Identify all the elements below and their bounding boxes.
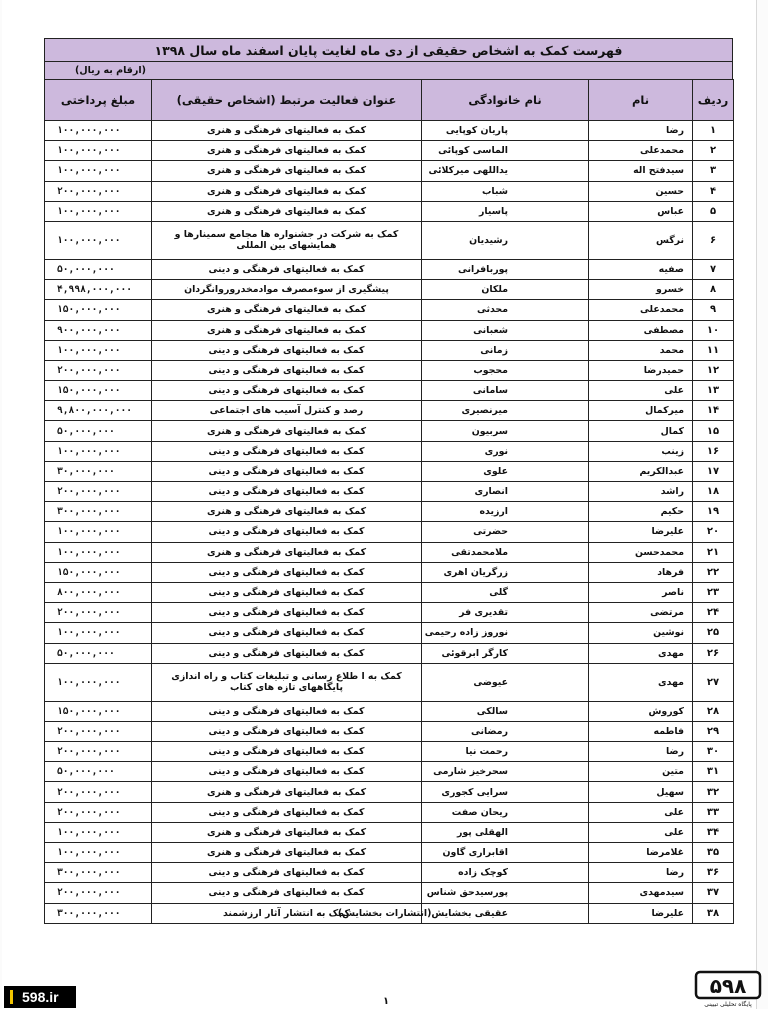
family-cell: محدثی — [422, 300, 589, 320]
table-row — [45, 822, 734, 842]
row-number-cell: ۱۰ — [693, 320, 734, 340]
row-number-cell: ۲۳ — [693, 582, 734, 602]
table-row — [45, 482, 734, 502]
amount-cell: ۲۰۰,۰۰۰,۰۰۰ — [45, 742, 152, 762]
amount-cell: ۱۰۰,۰۰۰,۰۰۰ — [45, 141, 152, 161]
family-cell: اقابراری گاون — [422, 843, 589, 863]
family-cell: عیوضی — [422, 663, 589, 701]
amount-cell: ۱۰۰,۰۰۰,۰۰۰ — [45, 542, 152, 562]
family-cell: زرگریان اهری — [422, 562, 589, 582]
row-number-cell: ۲۲ — [693, 562, 734, 582]
activity-title-cell: رصد و کنترل آسیب های اجتماعی — [152, 401, 422, 421]
name-cell: علیرضا — [589, 903, 693, 923]
site-logo — [694, 970, 762, 1008]
name-cell: مرتضی — [589, 603, 693, 623]
amount-cell: ۲۰۰,۰۰۰,۰۰۰ — [45, 360, 152, 380]
name-cell: رضا — [589, 121, 693, 141]
table-row — [45, 181, 734, 201]
table-row — [45, 802, 734, 822]
table-row — [45, 280, 734, 300]
logo-text: ۵۹۸ — [709, 974, 747, 998]
table-row — [45, 421, 734, 441]
row-number-cell: ۱۹ — [693, 502, 734, 522]
payments-table — [44, 79, 734, 924]
row-number-cell: ۱۱ — [693, 340, 734, 360]
activity-title-cell: کمک به فعالیتهای فرهنگی و دینی — [152, 259, 422, 279]
table-row — [45, 221, 734, 259]
activity-title-cell: کمک به فعالیتهای فرهنگی و دینی — [152, 863, 422, 883]
unit-note-bar — [44, 62, 733, 79]
amount-cell: ۵۰,۰۰۰,۰۰۰ — [45, 421, 152, 441]
row-number-cell: ۳۵ — [693, 843, 734, 863]
amount-cell: ۸۰۰,۰۰۰,۰۰۰ — [45, 582, 152, 602]
row-number-cell: ۱ — [693, 121, 734, 141]
activity-title-cell: کمک به فعالیتهای فرهنگی و دینی — [152, 482, 422, 502]
name-cell: خسرو — [589, 280, 693, 300]
site-url: 598.ir — [22, 989, 59, 1005]
table-row — [45, 582, 734, 602]
table-row — [45, 863, 734, 883]
activity-title-cell: کمک به فعالیتهای فرهنگی و دینی — [152, 701, 422, 721]
name-cell: علیرضا — [589, 522, 693, 542]
amount-cell: ۳۰۰,۰۰۰,۰۰۰ — [45, 502, 152, 522]
activity-title-cell: کمک به فعالیتهای فرهنگی و دینی — [152, 381, 422, 401]
activity-title-cell: کمک به فعالیتهای فرهنگی و دینی — [152, 623, 422, 643]
family-cell: ریحان صفت — [422, 802, 589, 822]
family-cell: نوروز زاده رحیمی — [422, 623, 589, 643]
table-row — [45, 623, 734, 643]
row-number-cell: ۲۵ — [693, 623, 734, 643]
name-cell: مهدی — [589, 643, 693, 663]
unit-note: (ارقام به ریال) — [75, 65, 146, 76]
amount-cell: ۵۰,۰۰۰,۰۰۰ — [45, 762, 152, 782]
family-cell: سالکی — [422, 701, 589, 721]
name-cell: سیدمهدی — [589, 883, 693, 903]
name-cell: علی — [589, 802, 693, 822]
family-cell: میرنصیری — [422, 401, 589, 421]
family-cell: تقدیری فر — [422, 603, 589, 623]
family-cell: سحرخیز شارمی — [422, 762, 589, 782]
activity-title-cell: پیشگیری از سوءمصرف موادمخدروروانگردان — [152, 280, 422, 300]
amount-cell: ۵۰,۰۰۰,۰۰۰ — [45, 259, 152, 279]
header-title: عنوان فعالیت مرتبط (اشخاص حقیقی) — [152, 80, 422, 121]
row-number-cell: ۱۳ — [693, 381, 734, 401]
header-family: نام خانوادگی — [422, 80, 589, 121]
table-row — [45, 522, 734, 542]
row-number-cell: ۱۵ — [693, 421, 734, 441]
row-number-cell: ۱۷ — [693, 461, 734, 481]
amount-cell: ۱۰۰,۰۰۰,۰۰۰ — [45, 843, 152, 863]
activity-title-cell: کمک به فعالیتهای فرهنگی و هنری — [152, 201, 422, 221]
amount-cell: ۲۰۰,۰۰۰,۰۰۰ — [45, 721, 152, 741]
table-header-row — [45, 80, 734, 121]
activity-title-cell: کمک به فعالیتهای فرهنگی و هنری — [152, 181, 422, 201]
name-cell: سهیل — [589, 782, 693, 802]
row-number-cell: ۶ — [693, 221, 734, 259]
amount-cell: ۱۵۰,۰۰۰,۰۰۰ — [45, 562, 152, 582]
amount-cell: ۱۰۰,۰۰۰,۰۰۰ — [45, 623, 152, 643]
table-row — [45, 320, 734, 340]
name-cell: نرگس — [589, 221, 693, 259]
table-row — [45, 603, 734, 623]
family-cell: الهقلی پور — [422, 822, 589, 842]
name-cell: راشد — [589, 482, 693, 502]
row-number-cell: ۲۷ — [693, 663, 734, 701]
row-number-cell: ۲۸ — [693, 701, 734, 721]
row-number-cell: ۳۰ — [693, 742, 734, 762]
activity-title-cell: کمک به فعالیتهای فرهنگی و دینی — [152, 721, 422, 741]
amount-cell: ۱۰۰,۰۰۰,۰۰۰ — [45, 522, 152, 542]
family-cell: رحمت نیا — [422, 742, 589, 762]
table-row — [45, 201, 734, 221]
amount-cell: ۳۰۰,۰۰۰,۰۰۰ — [45, 903, 152, 923]
family-cell: سامانی — [422, 381, 589, 401]
amount-cell: ۹,۸۰۰,۰۰۰,۰۰۰ — [45, 401, 152, 421]
name-cell: رضا — [589, 742, 693, 762]
family-cell: رشیدیان — [422, 221, 589, 259]
activity-title-cell: کمک به فعالیتهای فرهنگی و دینی — [152, 461, 422, 481]
activity-title-cell: کمک به فعالیتهای فرهنگی و هنری — [152, 300, 422, 320]
table-row — [45, 782, 734, 802]
amount-cell: ۱۰۰,۰۰۰,۰۰۰ — [45, 340, 152, 360]
name-cell: مصطفی — [589, 320, 693, 340]
amount-cell: ۵۰,۰۰۰,۰۰۰ — [45, 643, 152, 663]
activity-title-cell: کمک به ا طلاع رسانی و تبلیغات کتاب و راه اندازی پایگاههای تازه های کتاب — [152, 663, 422, 701]
name-cell: نوشین — [589, 623, 693, 643]
family-cell: سربیون — [422, 421, 589, 441]
family-cell: پوربافرانی — [422, 259, 589, 279]
row-number-cell: ۷ — [693, 259, 734, 279]
row-number-cell: ۱۴ — [693, 401, 734, 421]
family-cell: یداللهی میرکلائی — [422, 161, 589, 181]
activity-title-cell: کمک به فعالیتهای فرهنگی و هنری — [152, 843, 422, 863]
family-cell: عقیقی بخشایش(انتشارات بخشایش) — [422, 903, 589, 923]
table-row — [45, 141, 734, 161]
activity-title-cell: کمک به فعالیتهای فرهنگی و هنری — [152, 320, 422, 340]
table-row — [45, 903, 734, 923]
activity-title-cell: کمک به فعالیتهای فرهنگی و دینی — [152, 883, 422, 903]
amount-cell: ۱۰۰,۰۰۰,۰۰۰ — [45, 441, 152, 461]
row-number-cell: ۵ — [693, 201, 734, 221]
activity-title-cell: کمک به فعالیتهای فرهنگی و دینی — [152, 522, 422, 542]
row-number-cell: ۳۱ — [693, 762, 734, 782]
activity-title-cell: کمک به فعالیتهای فرهنگی و هنری — [152, 502, 422, 522]
family-cell: الماسی کوپائی — [422, 141, 589, 161]
family-cell: رمضانی — [422, 721, 589, 741]
table-row — [45, 161, 734, 181]
name-cell: عبدالکریم — [589, 461, 693, 481]
amount-cell: ۳۰,۰۰۰,۰۰۰ — [45, 461, 152, 481]
amount-cell: ۹۰۰,۰۰۰,۰۰۰ — [45, 320, 152, 340]
activity-title-cell: کمک به فعالیتهای فرهنگی و هنری — [152, 822, 422, 842]
table-row — [45, 381, 734, 401]
amount-cell: ۱۰۰,۰۰۰,۰۰۰ — [45, 201, 152, 221]
amount-cell: ۱۵۰,۰۰۰,۰۰۰ — [45, 701, 152, 721]
name-cell: ناصر — [589, 582, 693, 602]
table-row — [45, 843, 734, 863]
activity-title-cell: کمک به انتشار آثار ارزشمند — [152, 903, 422, 923]
row-number-cell: ۲۹ — [693, 721, 734, 741]
name-cell: متین — [589, 762, 693, 782]
amount-cell: ۳۰۰,۰۰۰,۰۰۰ — [45, 863, 152, 883]
amount-cell: ۲۰۰,۰۰۰,۰۰۰ — [45, 181, 152, 201]
table-row — [45, 502, 734, 522]
row-number-cell: ۳۸ — [693, 903, 734, 923]
family-cell: ارزیده — [422, 502, 589, 522]
page-number: ۱ — [383, 996, 390, 1007]
name-cell: کمال — [589, 421, 693, 441]
table-row — [45, 360, 734, 380]
family-cell: کارگر ابرقوئی — [422, 643, 589, 663]
name-cell: مهدی — [589, 663, 693, 701]
name-cell: علی — [589, 381, 693, 401]
activity-title-cell: کمک به فعالیتهای فرهنگی و دینی — [152, 441, 422, 461]
table-row — [45, 762, 734, 782]
amount-cell: ۱۰۰,۰۰۰,۰۰۰ — [45, 121, 152, 141]
amount-cell: ۲۰۰,۰۰۰,۰۰۰ — [45, 782, 152, 802]
family-cell: پاسیار — [422, 201, 589, 221]
row-number-cell: ۲ — [693, 141, 734, 161]
family-cell: محجوب — [422, 360, 589, 380]
activity-title-cell: کمک به فعالیتهای فرهنگی و دینی — [152, 360, 422, 380]
table-row — [45, 259, 734, 279]
row-number-cell: ۳۳ — [693, 802, 734, 822]
row-number-cell: ۱۶ — [693, 441, 734, 461]
row-number-cell: ۲۰ — [693, 522, 734, 542]
name-cell: رضا — [589, 863, 693, 883]
amount-cell: ۲۰۰,۰۰۰,۰۰۰ — [45, 603, 152, 623]
row-number-cell: ۳۶ — [693, 863, 734, 883]
table-row — [45, 721, 734, 741]
family-cell: شعبانی — [422, 320, 589, 340]
name-cell: زینب — [589, 441, 693, 461]
site-watermark-badge — [4, 986, 76, 1008]
amount-cell: ۲۰۰,۰۰۰,۰۰۰ — [45, 883, 152, 903]
document-title: فهرست کمک به اشخاص حقیقی از دی ماه لغایت پایان اسفند ماه سال ۱۳۹۸ — [44, 38, 733, 62]
table-row — [45, 742, 734, 762]
row-number-cell: ۸ — [693, 280, 734, 300]
family-cell: پاریان کوپایی — [422, 121, 589, 141]
name-cell: عباس — [589, 201, 693, 221]
table-row — [45, 300, 734, 320]
table-row — [45, 663, 734, 701]
family-cell: سرایی کجوری — [422, 782, 589, 802]
activity-title-cell: کمک به فعالیتهای فرهنگی و دینی — [152, 562, 422, 582]
table-row — [45, 121, 734, 141]
table-row — [45, 542, 734, 562]
table-row — [45, 562, 734, 582]
table-row — [45, 401, 734, 421]
family-cell: پورسیدحق شناس — [422, 883, 589, 903]
name-cell: غلامرضا — [589, 843, 693, 863]
family-cell: نوری — [422, 441, 589, 461]
activity-title-cell: کمک به فعالیتهای فرهنگی و دینی — [152, 802, 422, 822]
row-number-cell: ۲۶ — [693, 643, 734, 663]
table-row — [45, 441, 734, 461]
family-cell: کوچک زاده — [422, 863, 589, 883]
row-number-cell: ۲۴ — [693, 603, 734, 623]
row-number-cell: ۱۸ — [693, 482, 734, 502]
amount-cell: ۴,۹۹۸,۰۰۰,۰۰۰ — [45, 280, 152, 300]
activity-title-cell: کمک به شرکت در جشنواره ها مجامع سمینارها و همایشهای بین المللی — [152, 221, 422, 259]
row-number-cell: ۴ — [693, 181, 734, 201]
name-cell: محمدحسن — [589, 542, 693, 562]
name-cell: صفیه — [589, 259, 693, 279]
activity-title-cell: کمک به فعالیتهای فرهنگی و هنری — [152, 782, 422, 802]
logo-caption: پایگاه تحلیلی تبیینی — [704, 1001, 752, 1008]
header-amount: مبلغ پرداختی — [45, 80, 152, 121]
row-number-cell: ۲۱ — [693, 542, 734, 562]
table-body — [45, 121, 734, 924]
table-row — [45, 340, 734, 360]
table-row — [45, 701, 734, 721]
family-cell: حضرتی — [422, 522, 589, 542]
activity-title-cell: کمک به فعالیتهای فرهنگی و دینی — [152, 603, 422, 623]
table-row — [45, 643, 734, 663]
family-cell: انصاری — [422, 482, 589, 502]
name-cell: علی — [589, 822, 693, 842]
name-cell: حکیم — [589, 502, 693, 522]
activity-title-cell: کمک به فعالیتهای فرهنگی و دینی — [152, 762, 422, 782]
row-number-cell: ۳۷ — [693, 883, 734, 903]
name-cell: حسین — [589, 181, 693, 201]
amount-cell: ۲۰۰,۰۰۰,۰۰۰ — [45, 482, 152, 502]
amount-cell: ۱۰۰,۰۰۰,۰۰۰ — [45, 161, 152, 181]
amount-cell: ۱۰۰,۰۰۰,۰۰۰ — [45, 822, 152, 842]
header-name: نام — [589, 80, 693, 121]
activity-title-cell: کمک به فعالیتهای فرهنگی و هنری — [152, 121, 422, 141]
row-number-cell: ۱۲ — [693, 360, 734, 380]
amount-cell: ۱۵۰,۰۰۰,۰۰۰ — [45, 381, 152, 401]
family-cell: ملکان — [422, 280, 589, 300]
name-cell: محمدعلی — [589, 300, 693, 320]
activity-title-cell: کمک به فعالیتهای فرهنگی و هنری — [152, 421, 422, 441]
name-cell: کوروش — [589, 701, 693, 721]
family-cell: زمانی — [422, 340, 589, 360]
activity-title-cell: کمک به فعالیتهای فرهنگی و دینی — [152, 582, 422, 602]
name-cell: فرهاد — [589, 562, 693, 582]
activity-title-cell: کمک به فعالیتهای فرهنگی و هنری — [152, 161, 422, 181]
amount-cell: ۱۰۰,۰۰۰,۰۰۰ — [45, 221, 152, 259]
family-cell: ملامحمدتقی — [422, 542, 589, 562]
row-number-cell: ۳۲ — [693, 782, 734, 802]
name-cell: فاطمه — [589, 721, 693, 741]
name-cell: حمیدرضا — [589, 360, 693, 380]
header-row-number: ردیف — [693, 80, 734, 121]
name-cell: محمد — [589, 340, 693, 360]
family-cell: علوی — [422, 461, 589, 481]
name-cell: میرکمال — [589, 401, 693, 421]
family-cell: شباب — [422, 181, 589, 201]
name-cell: محمدعلی — [589, 141, 693, 161]
amount-cell: ۱۵۰,۰۰۰,۰۰۰ — [45, 300, 152, 320]
table-row — [45, 461, 734, 481]
row-number-cell: ۳ — [693, 161, 734, 181]
accent-bar — [10, 990, 13, 1004]
activity-title-cell: کمک به فعالیتهای فرهنگی و هنری — [152, 542, 422, 562]
row-number-cell: ۳۴ — [693, 822, 734, 842]
activity-title-cell: کمک به فعالیتهای فرهنگی و دینی — [152, 340, 422, 360]
row-number-cell: ۹ — [693, 300, 734, 320]
table-row — [45, 883, 734, 903]
activity-title-cell: کمک به فعالیتهای فرهنگی و دینی — [152, 643, 422, 663]
name-cell: سیدفتح اله — [589, 161, 693, 181]
activity-title-cell: کمک به فعالیتهای فرهنگی و هنری — [152, 141, 422, 161]
amount-cell: ۲۰۰,۰۰۰,۰۰۰ — [45, 802, 152, 822]
amount-cell: ۱۰۰,۰۰۰,۰۰۰ — [45, 663, 152, 701]
family-cell: گلی — [422, 582, 589, 602]
activity-title-cell: کمک به فعالیتهای فرهنگی و دینی — [152, 742, 422, 762]
